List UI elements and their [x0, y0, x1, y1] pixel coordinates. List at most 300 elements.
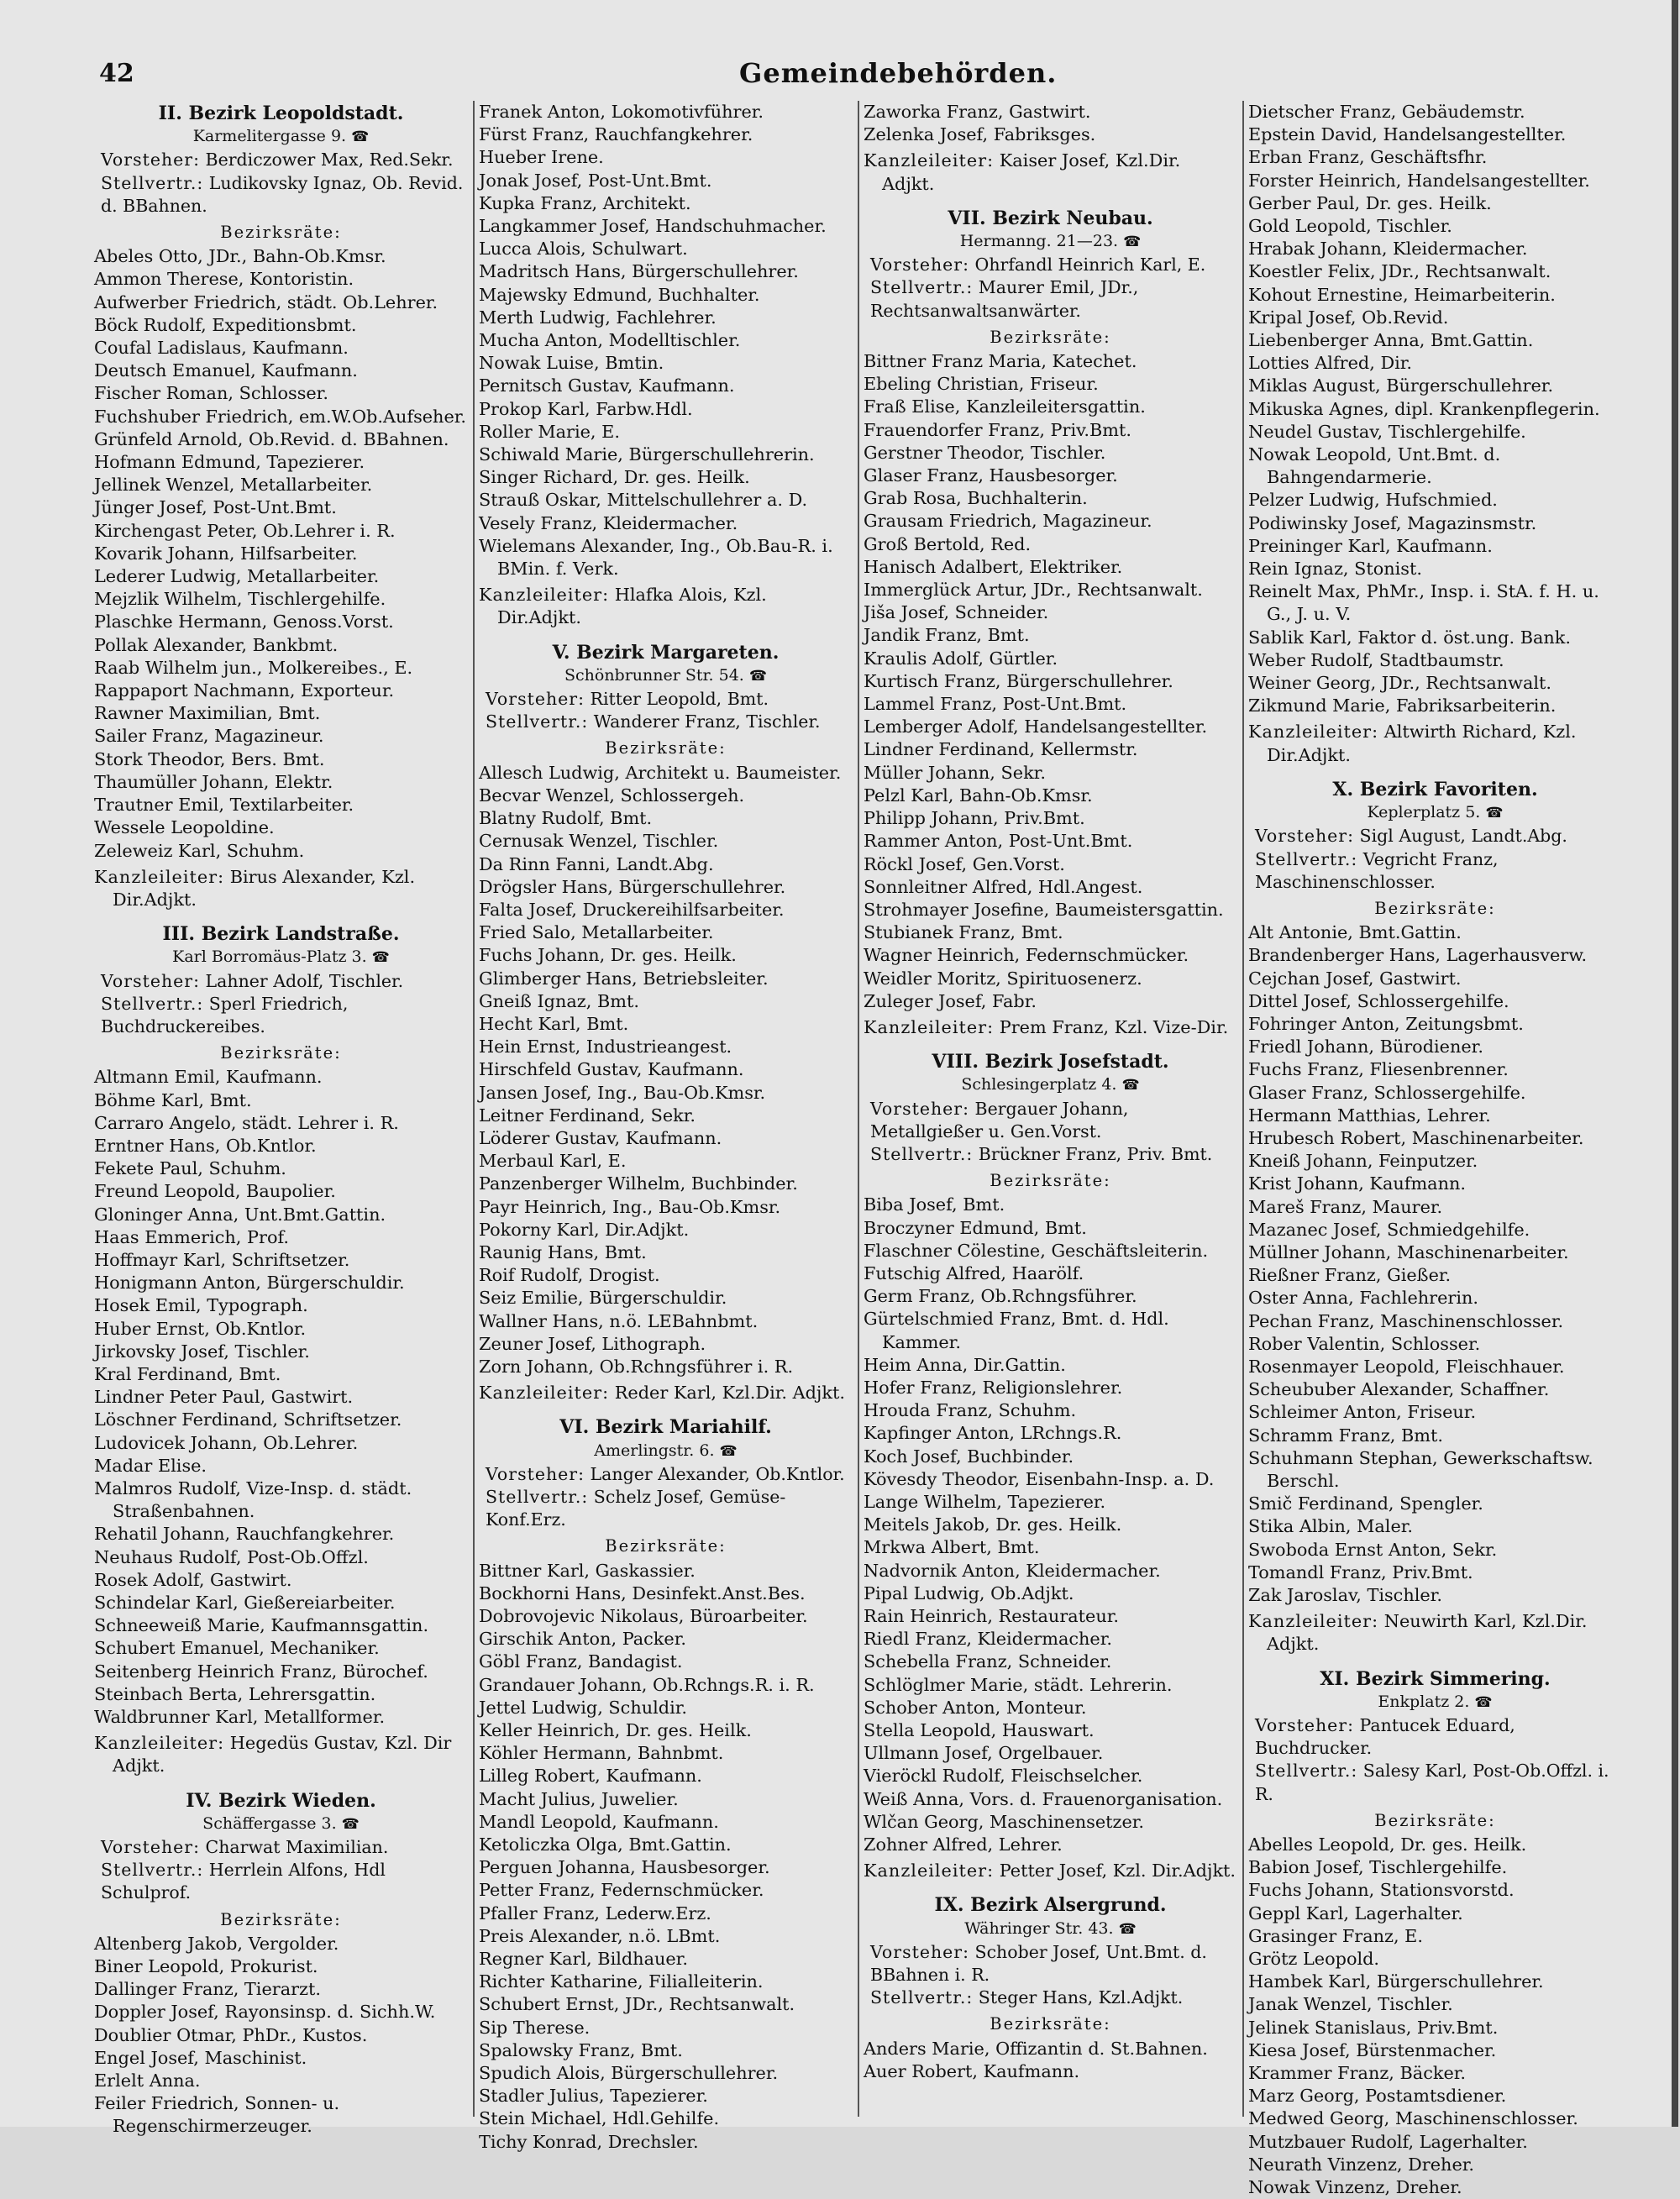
telephone-icon: ☎ [719, 1442, 738, 1460]
list-item: Dobrovojevic Nikolaus, Büroarbeiter. [479, 1606, 808, 1626]
chair-name: Sigl August, Landt.Abg. [1359, 826, 1567, 847]
list-item: Pelzer Ludwig, Hufschmied. [1248, 490, 1498, 511]
list-item: Vieröckl Rudolf, Fleischselcher. [864, 1766, 1143, 1787]
chancery-line [1248, 1610, 1622, 1656]
chair-label: Vorsteher: [870, 1941, 969, 1962]
list-item: Geppl Karl, Lagerhalter. [1248, 1902, 1463, 1923]
chancery-name: Prem Franz, Kzl. Vize-Dir. [999, 1016, 1229, 1037]
deputy-label: Stellvertr.: [101, 172, 204, 193]
list-item: Zaworka Franz, Gastwirt. [864, 102, 1091, 122]
chair-line [864, 1941, 1237, 1986]
chair-label: Vorsteher: [1255, 1715, 1354, 1736]
list-item: Mazanec Josef, Schmiedgehilfe. [1248, 1219, 1530, 1240]
members-heading: Bezirksräte: [220, 1043, 342, 1063]
address-text: Schlesingerplatz 4. [961, 1075, 1117, 1094]
list-item: Panzenberger Wilhelm, Buchbinder. [479, 1173, 798, 1194]
address-text: Enkplatz 2. [1378, 1692, 1470, 1711]
list-item: Jelinek Stanislaus, Priv.Bmt. [1248, 2017, 1499, 2038]
list-item: Spudich Alois, Bürgerschullehrer. [479, 2063, 779, 2084]
deputy-label: Stellvertr.: [870, 1987, 974, 2008]
list-item: Schlöglmer Marie, städt. Lehrerin. [864, 1674, 1173, 1695]
chair-line [479, 688, 853, 711]
list-item: Rosek Adolf, Gastwirt. [94, 1569, 292, 1590]
list-item: Forster Heinrich, Handelsangestellter. [1248, 170, 1590, 191]
list-item: Preis Alexander, n.ö. LBmt. [479, 1925, 721, 1946]
list-item: Zeuner Josef, Lithograph. [479, 1333, 706, 1354]
list-item: Hein Ernst, Industrieangest. [479, 1037, 732, 1058]
chancery-label: Kanzleileiter: [1248, 1611, 1379, 1632]
chair-name: Pantucek Eduard, Buchdrucker. [1255, 1715, 1515, 1759]
list-item: Pfaller Franz, Lederw.Erz. [479, 1902, 711, 1923]
list-item: Deutsch Emanuel, Kaufmann. [94, 360, 358, 381]
list-item: Schubert Emanuel, Mechaniker. [94, 1638, 380, 1659]
chair-line [94, 970, 468, 993]
list-item: Doublier Otmar, PhDr., Kustos. [94, 2024, 368, 2045]
list-item: Stadler Julius, Tapezierer. [479, 2086, 708, 2107]
list-item: Jonak Josef, Post-Unt.Bmt. [479, 170, 712, 191]
telephone-icon: ☎ [371, 949, 390, 967]
telephone-icon: ☎ [351, 129, 370, 146]
list-item: Preininger Karl, Kaufmann. [1248, 535, 1493, 556]
district-address [1248, 1691, 1622, 1714]
deputy-line [864, 276, 1237, 322]
telephone-icon: ☎ [341, 1815, 360, 1833]
chancery-line [864, 1016, 1237, 1039]
list-item: Macht Julius, Juwelier. [479, 1788, 679, 1809]
list-item: Drögsler Hans, Bürgerschullehrer. [479, 876, 786, 897]
deputy-name: Wanderer Franz, Tischler. [593, 711, 821, 732]
list-item: Doppler Josef, Rayonsinsp. d. Sichh.W. [94, 2002, 436, 2023]
list-item: Neuhaus Rudolf, Post-Ob.Offzl. [94, 1546, 369, 1567]
list-item: Rosenmayer Leopold, Fleischhauer. [1248, 1356, 1565, 1377]
members-heading: Bezirksräte: [990, 327, 1111, 347]
district-title: V. Bezirk Margareten. [552, 641, 780, 664]
list-item: Pechan Franz, Maschinenschlosser. [1248, 1310, 1564, 1331]
list-item: Cejchan Josef, Gastwirt. [1248, 968, 1462, 989]
deputy-label: Stellvertr.: [1255, 1761, 1358, 1782]
list-item: Madritsch Hans, Bürgerschullehrer. [479, 261, 799, 282]
list-item: Kapfinger Anton, LRchngs.R. [864, 1423, 1122, 1444]
list-item: Swoboda Ernst Anton, Sekr. [1248, 1539, 1498, 1560]
list-item: Petter Franz, Federnschmücker. [479, 1880, 764, 1901]
chair-name: Ohrfandl Heinrich Karl, E. [974, 255, 1206, 276]
chancery-label: Kanzleileiter: [864, 1860, 995, 1881]
deputy-line [864, 1143, 1237, 1166]
list-item: Merbaul Karl, E. [479, 1151, 627, 1172]
chair-line [94, 1836, 468, 1859]
list-item: Kupka Franz, Architekt. [479, 192, 691, 213]
chancery-name: Altwirth Richard, Kzl. Dir.Adjkt. [1267, 722, 1577, 765]
list-item: Hecht Karl, Bmt. [479, 1013, 629, 1034]
list-item: Dallinger Franz, Tierarzt. [94, 1979, 321, 2000]
list-item: Rawner Maximilian, Bmt. [94, 703, 321, 724]
list-item: Köhler Hermann, Bahnbmt. [479, 1743, 724, 1764]
list-item: Stika Albin, Maler. [1248, 1516, 1414, 1537]
list-item: Lilleg Robert, Kaufmann. [479, 1766, 702, 1787]
list-item: Oster Anna, Fachlehrerin. [1248, 1288, 1479, 1309]
chancery-name: Hegedüs Gustav, Kzl. Dir Adjkt. [113, 1733, 452, 1777]
list-item: Jettel Ludwig, Schuldir. [479, 1697, 687, 1718]
members-heading: Bezirksräte: [220, 223, 342, 243]
list-item: Ludovicek Johann, Ob.Lehrer. [94, 1432, 359, 1453]
list-item: Sip Therese. [479, 2017, 591, 2038]
list-item: Leitner Ferdinand, Sekr. [479, 1105, 696, 1126]
chancery-line [1248, 721, 1622, 766]
chair-name: Berdiczower Max, Red.Sekr. [205, 150, 454, 171]
list-item: Schober Anton, Monteur. [864, 1697, 1087, 1718]
list-item: Rein Ignaz, Stonist. [1248, 559, 1422, 580]
list-item: Fuchs Johann, Stationsvorstd. [1248, 1880, 1515, 1901]
chair-label: Vorsteher: [101, 1837, 200, 1858]
list-item: Kövesdy Theodor, Eisenbahn-Insp. a. D. [864, 1468, 1215, 1489]
list-item: Raunig Hans, Bmt. [479, 1241, 647, 1262]
list-item: Becvar Wenzel, Schlossergeh. [479, 785, 745, 806]
telephone-icon: ☎ [1485, 805, 1504, 822]
chair-label: Vorsteher: [486, 1463, 585, 1484]
list-item: Steinbach Berta, Lehrersgattin. [94, 1683, 376, 1704]
list-item: Aufwerber Friedrich, städt. Ob.Lehrer. [94, 291, 438, 312]
list-item: Cernusak Wenzel, Tischler. [479, 831, 719, 852]
list-item: Hofmann Edmund, Tapezierer. [94, 452, 365, 473]
address-text: Schäffergasse 3. [202, 1813, 337, 1833]
list-item: Wielemans Alexander, Ing., Ob.Bau-R. i. BMin. f. Verk. [479, 535, 833, 580]
list-item: Pollak Alexander, Bankbmt. [94, 634, 339, 655]
list-item: Lotties Alfred, Dir. [1248, 353, 1413, 374]
list-item: Regner Karl, Bildhauer. [479, 1949, 688, 1970]
list-item: Strauß Oskar, Mittelschullehrer a. D. [479, 490, 808, 511]
list-item: Ammon Therese, Kontoristin. [94, 269, 354, 290]
list-item: Koestler Felix, JDr., Rechtsanwalt. [1248, 261, 1551, 282]
deputy-name: Brückner Franz, Priv. Bmt. [978, 1143, 1213, 1164]
list-item: Kurtisch Franz, Bürgerschullehrer. [864, 670, 1173, 691]
chair-line [864, 254, 1237, 276]
members-heading: Bezirksräte: [990, 1171, 1111, 1191]
list-item: Schneeweiß Marie, Kaufmannsgattin. [94, 1615, 429, 1636]
list-item: Trautner Emil, Textilarbeiter. [94, 795, 354, 816]
list-item: Bittner Karl, Gaskassier. [479, 1560, 696, 1581]
list-item: Thaumüller Johann, Elektr. [94, 771, 333, 792]
list-item: Erban Franz, Geschäftsfhr. [1248, 147, 1488, 168]
chair-name: Charwat Maximilian. [205, 1837, 389, 1858]
list-item: Liebenberger Anna, Bmt.Gattin. [1248, 330, 1534, 351]
list-item: Hanisch Adalbert, Elektriker. [864, 556, 1123, 577]
address-text: Amerlingstr. 6. [594, 1441, 715, 1460]
list-item: Pokorny Karl, Dir.Adjkt. [479, 1219, 690, 1240]
chancery-name: Neuwirth Karl, Kzl.Dir. Adjkt. [1267, 1611, 1588, 1655]
column-4 [1248, 101, 1622, 2198]
list-item: Grandauer Johann, Ob.Rchngs.R. i. R. [479, 1674, 815, 1695]
list-item: Rehatil Johann, Rauchfangkehrer. [94, 1524, 395, 1545]
list-item: Bittner Franz Maria, Katechet. [864, 351, 1137, 372]
list-item: Vesely Franz, Kleidermacher. [479, 512, 738, 533]
list-item: Ketoliczka Olga, Bmt.Gattin. [479, 1834, 732, 1855]
list-item: Göbl Franz, Bandagist. [479, 1651, 683, 1672]
list-item: Broczyner Edmund, Bmt. [864, 1217, 1087, 1238]
list-item: Stubianek Franz, Bmt. [864, 922, 1063, 943]
list-item: Erntner Hans, Ob.Kntlor. [94, 1135, 317, 1156]
list-item: Löderer Gustav, Kaufmann. [479, 1127, 722, 1148]
district-address [864, 1073, 1237, 1097]
district-title: VI. Bezirk Mariahilf. [559, 1416, 772, 1439]
list-item: Lindner Peter Paul, Gastwirt. [94, 1387, 354, 1408]
list-item: Rammer Anton, Post-Unt.Bmt. [864, 831, 1133, 852]
list-item: Schubert Ernst, JDr., Rechtsanwalt. [479, 1994, 795, 2015]
list-item: Seitenberg Heinrich Franz, Bürochef. [94, 1661, 428, 1682]
list-item: Epstein David, Handelsangestellter. [1248, 124, 1567, 145]
chancery-line [94, 866, 468, 911]
list-item: Zelenka Josef, Fabriksges. [864, 124, 1096, 145]
chancery-line [864, 150, 1237, 195]
chair-label: Vorsteher: [486, 689, 585, 710]
list-item: Wallner Hans, n.ö. LEBahnbmt. [479, 1310, 759, 1331]
list-item: Hambek Karl, Bürgerschullehrer. [1248, 1971, 1544, 1992]
page-title: Gemeindebehörden. [739, 57, 1058, 89]
list-item: Gneiß Ignaz, Bmt. [479, 990, 639, 1011]
list-item: Podiwinsky Josef, Magazinsmstr. [1248, 512, 1537, 533]
district-title: X. Bezirk Favoriten. [1332, 778, 1538, 800]
list-item: Malmros Rudolf, Vize-Insp. d. städt. Straßenbahnen. [94, 1477, 412, 1522]
list-item: Kral Ferdinand, Bmt. [94, 1363, 281, 1384]
chair-label: Vorsteher: [870, 1098, 969, 1119]
list-item: Glimberger Hans, Betriebsleiter. [479, 968, 769, 989]
list-item: Ullmann Josef, Orgelbauer. [864, 1743, 1104, 1764]
chancery-line [479, 584, 853, 629]
list-item: Miklas August, Bürgerschullehrer. [1248, 375, 1554, 396]
list-item: Lange Wilhelm, Tapezierer. [864, 1491, 1106, 1512]
list-item: Kohout Ernestine, Heimarbeiterin. [1248, 284, 1556, 305]
list-item: Löschner Ferdinand, Schriftsetzer. [94, 1409, 402, 1430]
list-item: Grünfeld Arnold, Ob.Revid. d. BBahnen. [94, 428, 449, 449]
chair-label: Vorsteher: [101, 970, 200, 991]
list-item: Feiler Friedrich, Sonnen- u. Regenschirmerzeuger. [94, 2093, 340, 2137]
list-item: Meitels Jakob, Dr. ges. Heilk. [864, 1514, 1122, 1535]
list-item: Stella Leopold, Hauswart. [864, 1720, 1095, 1741]
list-item: Nadvornik Anton, Kleidermacher. [864, 1560, 1161, 1581]
deputy-name: Vegricht Franz, Maschinenschlosser. [1255, 848, 1499, 892]
list-item: Jandik Franz, Bmt. [864, 625, 1030, 646]
district-title: IV. Bezirk Wieden. [186, 1789, 376, 1812]
telephone-icon: ☎ [1118, 1920, 1137, 1938]
list-item: Koch Josef, Buchbinder. [864, 1446, 1074, 1467]
district-address [94, 946, 468, 969]
district-title: II. Bezirk Leopoldstadt. [158, 102, 404, 124]
list-item: Da Rinn Fanni, Landt.Abg. [479, 853, 714, 874]
list-item: Fraß Elise, Kanzleileitersgattin. [864, 396, 1146, 417]
list-item: Majewsky Edmund, Buchhalter. [479, 284, 760, 305]
address-text: Karmelitergasse 9. [192, 127, 347, 146]
chancery-name: Kaiser Josef, Kzl.Dir. Adjkt. [882, 150, 1181, 194]
list-item: Dittel Josef, Schlossergehilfe. [1248, 990, 1509, 1011]
chancery-label: Kanzleileiter: [94, 866, 225, 887]
column-2 [479, 101, 853, 2152]
district-address [479, 664, 853, 688]
chair-line [94, 149, 468, 171]
chair-line [1248, 1714, 1622, 1760]
list-item: Biner Leopold, Prokurist. [94, 1956, 318, 1977]
deputy-label: Stellvertr.: [486, 711, 589, 732]
columns-container [94, 101, 1640, 2198]
list-item: Tomandl Franz, Priv.Bmt. [1248, 1561, 1473, 1582]
list-item: Nowak Leopold, Unt.Bmt. d. Bahngendarmerie. [1248, 444, 1501, 488]
list-item: Wagner Heinrich, Federnschmücker. [864, 945, 1189, 966]
list-item: Biba Josef, Bmt. [864, 1194, 1005, 1215]
district-address [1248, 801, 1622, 825]
list-item: Zorn Johann, Ob.Rchngsführer i. R. [479, 1356, 794, 1377]
list-item: Hofer Franz, Religionslehrer. [864, 1377, 1123, 1398]
chancery-label: Kanzleileiter: [864, 1016, 995, 1037]
list-item: Mutzbauer Rudolf, Lagerhalter. [1248, 2131, 1528, 2152]
list-item: Bockhorni Hans, Desinfekt.Anst.Bes. [479, 1582, 806, 1603]
district-address [479, 1440, 853, 1463]
list-item: Kovarik Johann, Hilfsarbeiter. [94, 543, 358, 564]
list-item: Sablik Karl, Faktor d. öst.ung. Bank. [1248, 627, 1571, 648]
list-item: Rober Valentin, Schlosser. [1248, 1333, 1481, 1354]
list-item: Huber Ernst, Ob.Kntlor. [94, 1318, 307, 1339]
list-item: Hrouda Franz, Schuhm. [864, 1400, 1077, 1421]
chair-line [864, 1098, 1237, 1143]
list-item: Brandenberger Hans, Lagerhausverw. [1248, 945, 1588, 966]
list-item: Mikuska Agnes, dipl. Krankenpflegerin. [1248, 398, 1600, 419]
address-text: Karl Borromäus-Platz 3. [172, 947, 367, 967]
chancery-line [479, 1382, 853, 1404]
column-divider [473, 101, 475, 2117]
list-item: Raab Wilhelm jun., Molkereibes., E. [94, 657, 413, 678]
list-item: Fischer Roman, Schlosser. [94, 383, 328, 404]
chair-line [1248, 825, 1622, 848]
chancery-line [94, 1732, 468, 1777]
chancery-line [864, 1860, 1237, 1882]
list-item: Frauendorfer Franz, Priv.Bmt. [864, 419, 1131, 440]
chancery-name: Petter Josef, Kzl. Dir.Adjkt. [999, 1860, 1236, 1881]
list-item: Grab Rosa, Buchhalterin. [864, 488, 1088, 509]
list-item: Schramm Franz, Bmt. [1248, 1425, 1443, 1446]
district-title: III. Bezirk Landstraße. [162, 923, 400, 946]
list-item: Jiša Josef, Schneider. [864, 602, 1049, 623]
list-item: Flaschner Cölestine, Geschäftsleiterin. [864, 1240, 1209, 1261]
members-heading: Bezirksräte: [220, 1909, 342, 1929]
column-1 [94, 101, 468, 2137]
list-item: Kraulis Adolf, Gürtler. [864, 648, 1058, 669]
list-item: Plaschke Hermann, Genoss.Vorst. [94, 611, 394, 632]
list-item: Langkammer Josef, Handschuhmacher. [479, 216, 827, 237]
list-item: Altenberg Jakob, Vergolder. [94, 1933, 339, 1954]
list-item: Strohmayer Josefine, Baumeistersgattin. [864, 899, 1224, 920]
list-item: Medwed Georg, Maschinenschlosser. [1248, 2108, 1578, 2129]
chancery-label: Kanzleileiter: [479, 585, 610, 606]
chair-name: Lahner Adolf, Tischler. [205, 970, 404, 991]
list-item: Rappaport Nachmann, Exporteur. [94, 680, 395, 701]
list-item: Schindelar Karl, Gießereiarbeiter. [94, 1593, 396, 1613]
list-item: Zikmund Marie, Fabriksarbeiterin. [1248, 695, 1557, 716]
list-item: Pipal Ludwig, Ob.Adjkt. [864, 1582, 1074, 1603]
telephone-icon: ☎ [1123, 234, 1142, 251]
chair-name: Bergauer Johann, Metallgießer u. Gen.Vorst. [870, 1098, 1129, 1141]
list-item: Hrubesch Robert, Maschinenarbeiter. [1248, 1127, 1584, 1148]
deputy-name: Salesy Karl, Post-Ob.Offzl. i. R. [1255, 1761, 1609, 1804]
list-item: Hoffmayr Karl, Schriftsetzer. [94, 1249, 350, 1270]
list-item: Perguen Johanna, Hausbesorger. [479, 1857, 770, 1878]
list-item: Altmann Emil, Kaufmann. [94, 1067, 323, 1088]
list-item: Reinelt Max, PhMr., Insp. i. StA. f. H. u. G., J. u. V. [1248, 581, 1599, 625]
list-item: Carraro Angelo, städt. Lehrer i. R. [94, 1112, 399, 1133]
list-item: Ebeling Christian, Friseur. [864, 374, 1099, 395]
list-item: Kiesa Josef, Bürstenmacher. [1248, 2039, 1497, 2060]
list-item: Fuchs Johann, Dr. ges. Heilk. [479, 945, 737, 966]
members-heading: Bezirksräte: [990, 2014, 1111, 2034]
deputy-name: Maurer Emil, JDr., Rechtsanwaltsanwärter. [870, 277, 1139, 321]
deputy-line [94, 993, 468, 1038]
members-heading: Bezirksräte: [1374, 898, 1496, 918]
list-item: Zak Jaroslav, Tischler. [1248, 1585, 1442, 1605]
list-item: Wessele Leopoldine. [94, 817, 275, 838]
list-item: Blatny Rudolf, Bmt. [479, 808, 653, 829]
list-item: Rain Heinrich, Restaurateur. [864, 1606, 1119, 1626]
list-item: Mandl Leopold, Kaufmann. [479, 1811, 719, 1832]
list-item: Weiß Anna, Vors. d. Frauenorganisation. [864, 1788, 1223, 1809]
deputy-name: Herrlein Alfons, Hdl Schulprof. [101, 1860, 386, 1903]
list-item: Fuchshuber Friedrich, em.W.Ob.Aufseher. [94, 406, 467, 427]
list-item: Hueber Irene. [479, 147, 604, 168]
list-item: Gold Leopold, Tischler. [1248, 216, 1452, 237]
column-divider [1242, 101, 1244, 2117]
list-item: Lammel Franz, Post-Unt.Bmt. [864, 694, 1127, 715]
deputy-line [864, 1986, 1237, 2009]
list-item: Grasinger Franz, E. [1248, 1925, 1423, 1946]
list-item: Pernitsch Gustav, Kaufmann. [479, 375, 735, 396]
list-item: Girschik Anton, Packer. [479, 1629, 686, 1650]
list-item: Jirkovsky Josef, Tischler. [94, 1341, 310, 1362]
telephone-icon: ☎ [748, 667, 768, 685]
list-item: Rießner Franz, Gießer. [1248, 1265, 1452, 1286]
list-item: Riedl Franz, Kleidermacher. [864, 1629, 1112, 1650]
deputy-line [94, 1859, 468, 1904]
list-item: Roif Rudolf, Drogist. [479, 1265, 660, 1286]
address-text: Hermanng. 21—23. [959, 232, 1119, 251]
district-address [864, 1918, 1237, 1941]
list-item: Merth Ludwig, Fachlehrer. [479, 307, 717, 328]
district-title: VIII. Bezirk Josefstadt. [932, 1051, 1169, 1073]
list-item: Müllner Johann, Maschinenarbeiter. [1248, 1241, 1569, 1262]
list-item: Smič Ferdinand, Spengler. [1248, 1493, 1483, 1514]
list-item: Jünger Josef, Post-Unt.Bmt. [94, 497, 337, 518]
list-item: Grötz Leopold. [1248, 1949, 1380, 1970]
list-item: Haas Emmerich, Prof. [94, 1226, 290, 1247]
deputy-label: Stellvertr.: [1255, 848, 1358, 869]
list-item: Freund Leopold, Baupolier. [94, 1181, 336, 1202]
deputy-name: Steger Hans, Kzl.Adjkt. [978, 1987, 1184, 2008]
list-item: Krist Johann, Kaufmann. [1248, 1173, 1466, 1194]
list-item: Richter Katharine, Filialleiterin. [479, 1971, 764, 1992]
list-item: Futschig Alfred, Haarölf. [864, 1262, 1084, 1283]
list-item: Groß Bertold, Red. [864, 533, 1032, 554]
list-item: Fekete Paul, Schuhm. [94, 1158, 286, 1179]
list-item: Weber Rudolf, Stadtbaumstr. [1248, 649, 1504, 670]
list-item: Gloninger Anna, Unt.Bmt.Gattin. [94, 1204, 386, 1225]
list-item: Lemberger Adolf, Handelsangestellter. [864, 716, 1208, 737]
deputy-line [1248, 1760, 1622, 1805]
chancery-name: Birus Alexander, Kzl. Dir.Adjkt. [113, 866, 416, 910]
chancery-label: Kanzleileiter: [94, 1733, 225, 1754]
list-item: Friedl Johann, Bürodiener. [1248, 1037, 1483, 1058]
members-heading: Bezirksräte: [605, 738, 727, 758]
members-heading: Bezirksräte: [605, 1536, 727, 1556]
list-item: Kirchengast Peter, Ob.Lehrer i. R. [94, 520, 396, 541]
chair-name: Langer Alexander, Ob.Kntlor. [590, 1463, 845, 1484]
chair-label: Vorsteher: [1255, 826, 1354, 847]
list-item: Jellinek Wenzel, Metallarbeiter. [94, 475, 373, 496]
list-item: Hermann Matthias, Lehrer. [1248, 1105, 1491, 1126]
list-item: Abeles Otto, JDr., Bahn-Ob.Kmsr. [94, 246, 386, 267]
